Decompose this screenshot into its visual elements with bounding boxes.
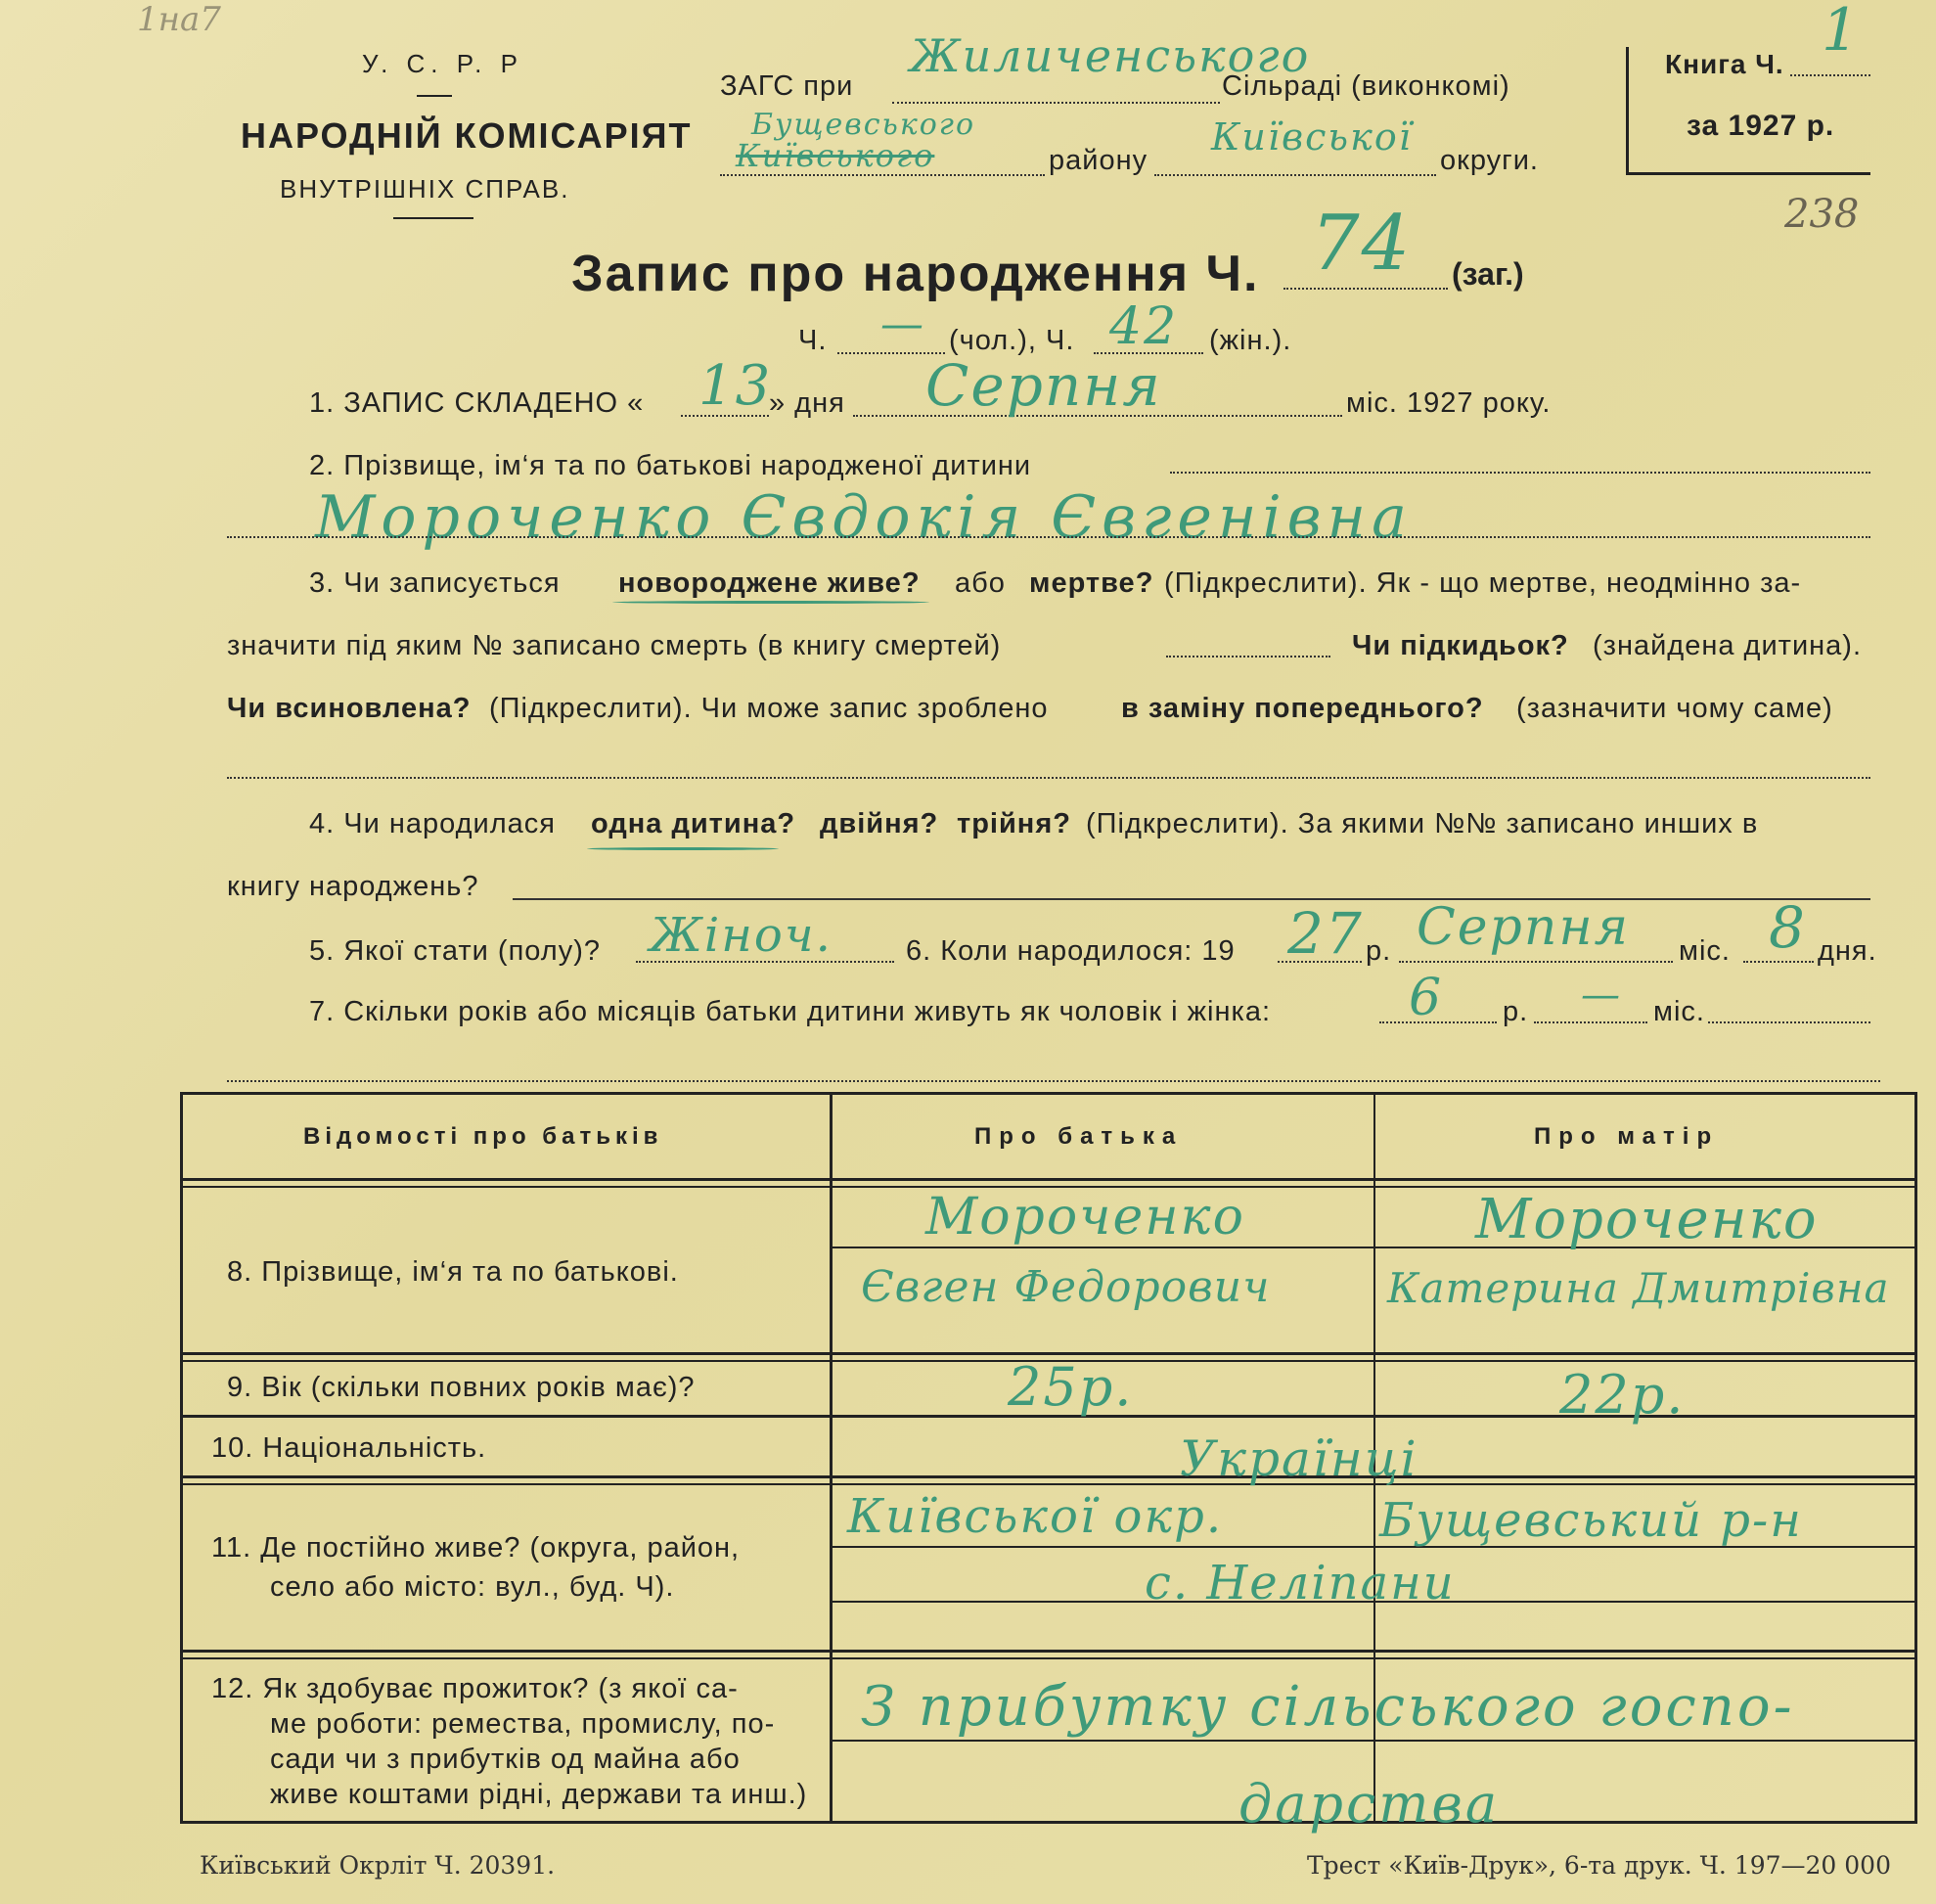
row10-nationality: Українці (1180, 1430, 1418, 1487)
record-number: 74 (1311, 200, 1413, 288)
f4-one-child-option: одна дитина? (591, 808, 796, 839)
f1-label: 1. ЗАПИС СКЛАДЕНО « (309, 387, 645, 419)
f3-foundling-option: Чи підкидьок? (1352, 630, 1569, 661)
f3-dead-option: мертве? (1029, 567, 1154, 599)
f7-r: р. (1503, 996, 1529, 1027)
record-title-suffix: (заг.) (1452, 256, 1524, 292)
female-number-value: 42 (1109, 297, 1179, 356)
f4-line2-text: книгу народжень? (227, 871, 479, 902)
row11-label-line2: село або місто: вул., буд. Ч). (270, 1571, 675, 1603)
f2-label: 2. Прізвище, ім‘я та по батькові народженої дитини (309, 450, 1032, 481)
f5-label: 5. Якої стати (полу)? (309, 935, 601, 967)
pencil-corner-mark: 1на7 (137, 0, 221, 39)
row9-label: 9. Вік (скільки повних років має)? (227, 1372, 696, 1403)
okrug-value: Київської (1211, 115, 1413, 159)
f1-day-value: 13 (698, 354, 773, 418)
district-value: Бущевського (751, 108, 976, 142)
row8-father-surname: Мороченко (925, 1188, 1245, 1247)
council-value: Жиличенського (910, 29, 1311, 82)
f3-text-b: або (955, 567, 1006, 599)
header-divider-top (417, 95, 452, 97)
district-field-line (720, 174, 1045, 176)
header-divider-bottom (393, 217, 473, 219)
f3-reason-line (227, 777, 1870, 779)
row12-label-line3: сади чи з прибутків од майна або (270, 1744, 741, 1775)
f4-text-b: (Підкреслити). За якими №№ записано инших в (1086, 808, 1759, 839)
f7-years-value: 6 (1409, 969, 1444, 1027)
book-box-left (1626, 47, 1629, 174)
row12-value-line1: З прибутку сільського госпо- (861, 1675, 1795, 1739)
male-number-value: — (880, 299, 925, 349)
table-row-line-10b (180, 1483, 1917, 1485)
row11-value-okrug: Київської окр. (847, 1489, 1224, 1544)
f1-mid: » дня (769, 387, 845, 419)
f4-one-child-underline (587, 847, 779, 850)
row11-value-village: с. Неліпани (1145, 1556, 1456, 1610)
f6-month-line (1399, 961, 1673, 963)
row8-mother-name: Катерина Дмитрівна (1387, 1264, 1890, 1312)
f3-alive-underline (612, 601, 929, 604)
f4-numbers-line (513, 898, 1870, 900)
council-label: Сільраді (виконкомі) (1222, 70, 1510, 102)
f2-child-name: Мороченко Євдокія Євгенівна (315, 483, 1413, 552)
f7-mis: міс. (1653, 996, 1705, 1027)
f7-months-value: — (1581, 973, 1622, 1018)
book-number-line (1790, 74, 1870, 76)
f6-r: р. (1366, 935, 1392, 967)
f7-bottom-line (227, 1080, 1880, 1082)
f3-text-c: (Підкреслити). Як - що мертве, неодмінно за- (1164, 567, 1802, 599)
row12-label-line2: ме роботи: ремества, промислу, по- (270, 1708, 776, 1740)
f3-line3-text: (Підкреслити). Чи може запис зроблено (489, 693, 1049, 724)
row9-father-age: 25р. (1008, 1356, 1134, 1418)
f1-month-value: Серпня (925, 352, 1162, 419)
record-number-line (1283, 288, 1448, 290)
book-year: за 1927 р. (1687, 110, 1835, 142)
f6-label: 6. Коли народилося: 19 (906, 935, 1236, 967)
table-row-line-10 (180, 1475, 1917, 1478)
f4-twins-option: двійня? (820, 808, 939, 839)
f2-line-2 (227, 536, 1870, 538)
book-box-bottom (1626, 172, 1870, 175)
row12-label-line4: живе коштами рідні, держави та инш.) (270, 1779, 808, 1810)
row9-mother-age: 22р. (1559, 1364, 1686, 1426)
district-label: району (1049, 145, 1148, 176)
f1-end: міс. 1927 року. (1346, 387, 1552, 419)
f6-mis: міс. (1679, 935, 1731, 967)
f3-line3-note: (зазначити чому саме) (1516, 693, 1833, 724)
table-header-father: Про батька (974, 1123, 1184, 1150)
okrug-field-line (1154, 174, 1436, 176)
row12-value-line2: дарства (1238, 1773, 1501, 1835)
page-number: 238 (1784, 192, 1860, 237)
table-row-line-header (180, 1178, 1917, 1181)
f3-text-a: 3. Чи записується (309, 567, 561, 599)
council-field-line (892, 102, 1220, 104)
book-label: Книга Ч. (1665, 49, 1784, 79)
table-col-divider-1 (830, 1092, 833, 1824)
ministry-title: НАРОДНІЙ КОМІСАРІЯТ (241, 115, 693, 156)
table-header-info: Відомості про батьків (303, 1123, 663, 1150)
f3-alive-option: новороджене живе? (618, 567, 921, 599)
f6-day-value: 8 (1769, 894, 1807, 961)
f6-day-line (1743, 961, 1814, 963)
f4-text-a: 4. Чи народилася (309, 808, 556, 839)
book-number: 1 (1822, 0, 1862, 65)
f4-triplets-option: трійня? (957, 808, 1071, 839)
row8-mother-surname: Мороченко (1475, 1188, 1819, 1251)
male-number-suffix: (чол.), Ч. (949, 325, 1075, 356)
f3-death-number-line (1166, 656, 1330, 657)
row10-label: 10. Національність. (211, 1432, 487, 1464)
f6-dnya: дня. (1818, 935, 1877, 967)
f7-label: 7. Скільки років або місяців батьки дитини живуть як чоловік і жінка: (309, 996, 1272, 1027)
f5-sex-value: Жіноч. (650, 908, 833, 963)
f7-extra-line (1708, 1021, 1870, 1023)
row12-label-line1: 12. Як здобуває прожиток? (з якої са- (211, 1673, 739, 1704)
f3-adopted-option: Чи всиновлена? (227, 693, 472, 724)
table-row-line-11 (180, 1650, 1917, 1653)
f7-months-line (1534, 1021, 1647, 1023)
f2-line-1 (1170, 472, 1870, 474)
row11-label-line1: 11. Де постійно живе? (округа, район, (211, 1532, 741, 1564)
f3-line2-text: значити під яким № записано смерть (в книгу смертей) (227, 630, 1002, 661)
female-number-suffix: (жін.). (1209, 325, 1292, 356)
okrug-label: округи. (1440, 145, 1539, 176)
ministry-subtitle: ВНУТРІШНІХ СПРАВ. (280, 174, 570, 204)
ussr-header: У. С. Р. Р (362, 49, 523, 78)
table-row-line-8 (180, 1352, 1917, 1355)
table-header-mother: Про матір (1534, 1123, 1720, 1150)
row8-father-name: Євген Федорович (861, 1262, 1271, 1312)
row8-label: 8. Прізвище, ім‘я та по батькові. (227, 1256, 679, 1288)
f3-replace-option: в заміну попереднього? (1121, 693, 1484, 724)
f3-foundling-note: (знайдена дитина). (1593, 630, 1863, 661)
table-row-line-12-mid (832, 1740, 1917, 1742)
f6-year-value: 27 (1287, 900, 1364, 967)
zags-prefix: ЗАГС при (720, 70, 854, 102)
record-title: Запис про народження Ч. (571, 246, 1260, 302)
district-value-crossed: Київського (736, 137, 935, 174)
male-number-label: Ч. (798, 325, 828, 356)
f6-month-value: Серпня (1417, 898, 1631, 957)
footer-right: Трест «Київ-Друк», 6-та друк. Ч. 197—20 000 (1307, 1851, 1891, 1880)
footer-left: Київський Окрліт Ч. 20391. (200, 1851, 556, 1880)
table-row-line-11b (180, 1657, 1917, 1659)
row11-value-raion: Бущевський р-н (1379, 1493, 1803, 1548)
